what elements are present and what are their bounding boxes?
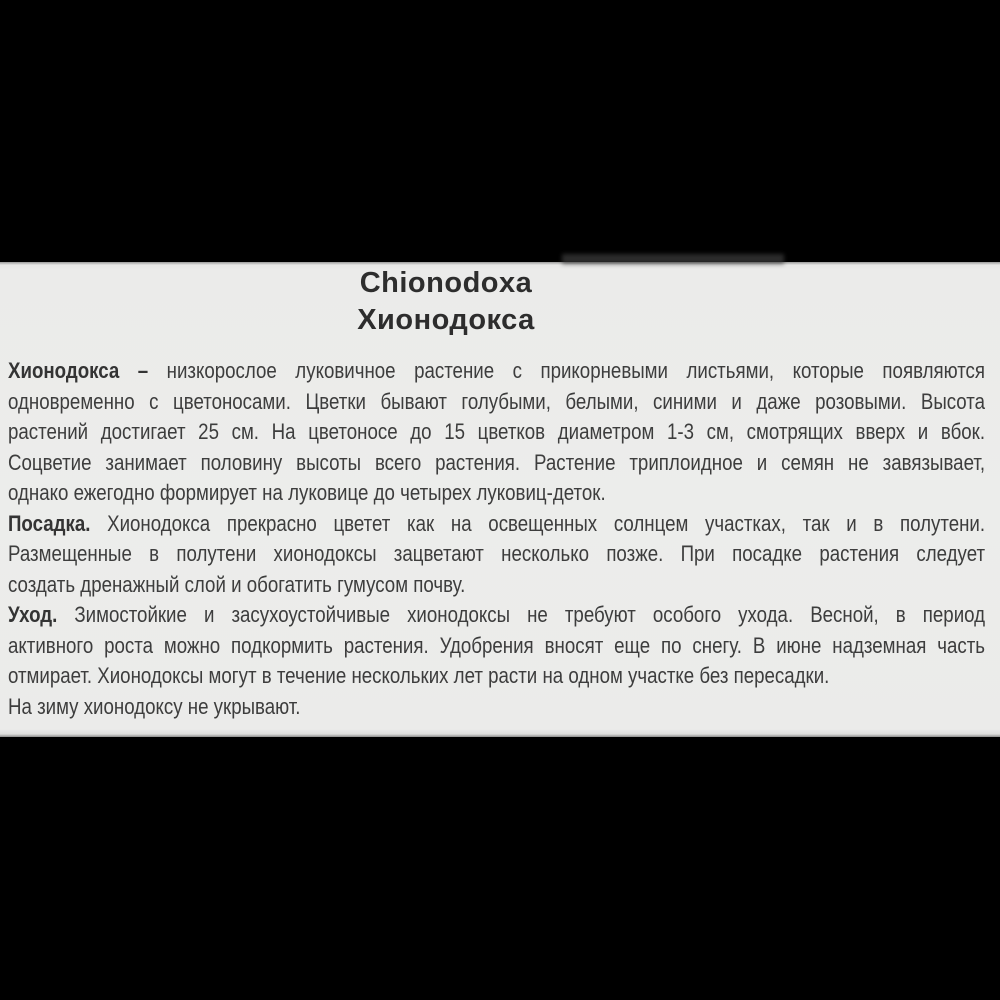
text-line xyxy=(8,478,985,509)
document-page xyxy=(0,262,1000,737)
line-text: Размещенные в полутени хионодоксы зацветают несколько позже. При посадке растения следует xyxy=(8,541,986,566)
title-block xyxy=(0,266,892,341)
text-line xyxy=(8,692,985,723)
title-cyrillic: Хионодокса xyxy=(357,304,535,336)
line-text: Зимостойкие и засухоустойчивые хионодоксы не требуют особого ухода. Весной, в период xyxy=(74,602,986,627)
title-latin: Chionodoxa xyxy=(359,267,533,299)
text-line xyxy=(8,356,985,387)
line-text: отмирает. Хионодоксы могут в течение нескольких лет расти на одном участке без пересадки. xyxy=(8,663,830,688)
paragraph-lead: Хионодокса – xyxy=(8,358,167,383)
text-line xyxy=(8,417,985,448)
line-text: низкорослое луковичное растение с прикорневыми листьями, которые появляются xyxy=(166,358,986,383)
text-line xyxy=(8,661,985,692)
text-line xyxy=(8,539,985,570)
line-text: активного роста можно подкормить растения. Удобрения вносят еще по снегу. В июне надземная часть xyxy=(8,632,986,658)
text-line xyxy=(8,600,985,631)
text-line xyxy=(8,448,985,479)
line-text: Соцветие занимает половину высоты всего растения. Растение триплоидное и семян не завязывает, xyxy=(8,449,986,475)
line-text: однако ежегодно формирует на луковице до четырех луковиц-деток. xyxy=(8,480,606,505)
line-text: создать дренажный слой и обогатить гумусом почву. xyxy=(8,571,466,597)
paragraph-lead: Уход. xyxy=(8,602,75,627)
text-line xyxy=(8,509,985,540)
line-text: На зиму хионодоксу не укрывают. xyxy=(8,693,301,719)
line-text: одновременно с цветоносами. Цветки бывают голубыми, белыми, синими и даже розовыми. Высота xyxy=(8,388,986,414)
text-line xyxy=(8,631,985,662)
scan-artifact xyxy=(562,254,784,264)
line-text: растений достигает 25 см. На цветоносе до 15 цветков диаметром 1-3 см, смотрящих вверх и вбок. xyxy=(8,419,986,444)
line-text: Хионодокса прекрасно цветет как на освещенных солнцем участках, так и в полутени. xyxy=(107,510,986,536)
paragraph-lead: Посадка. xyxy=(8,510,108,536)
text-line xyxy=(8,387,985,418)
body-text xyxy=(8,356,985,722)
text-line xyxy=(8,570,985,601)
